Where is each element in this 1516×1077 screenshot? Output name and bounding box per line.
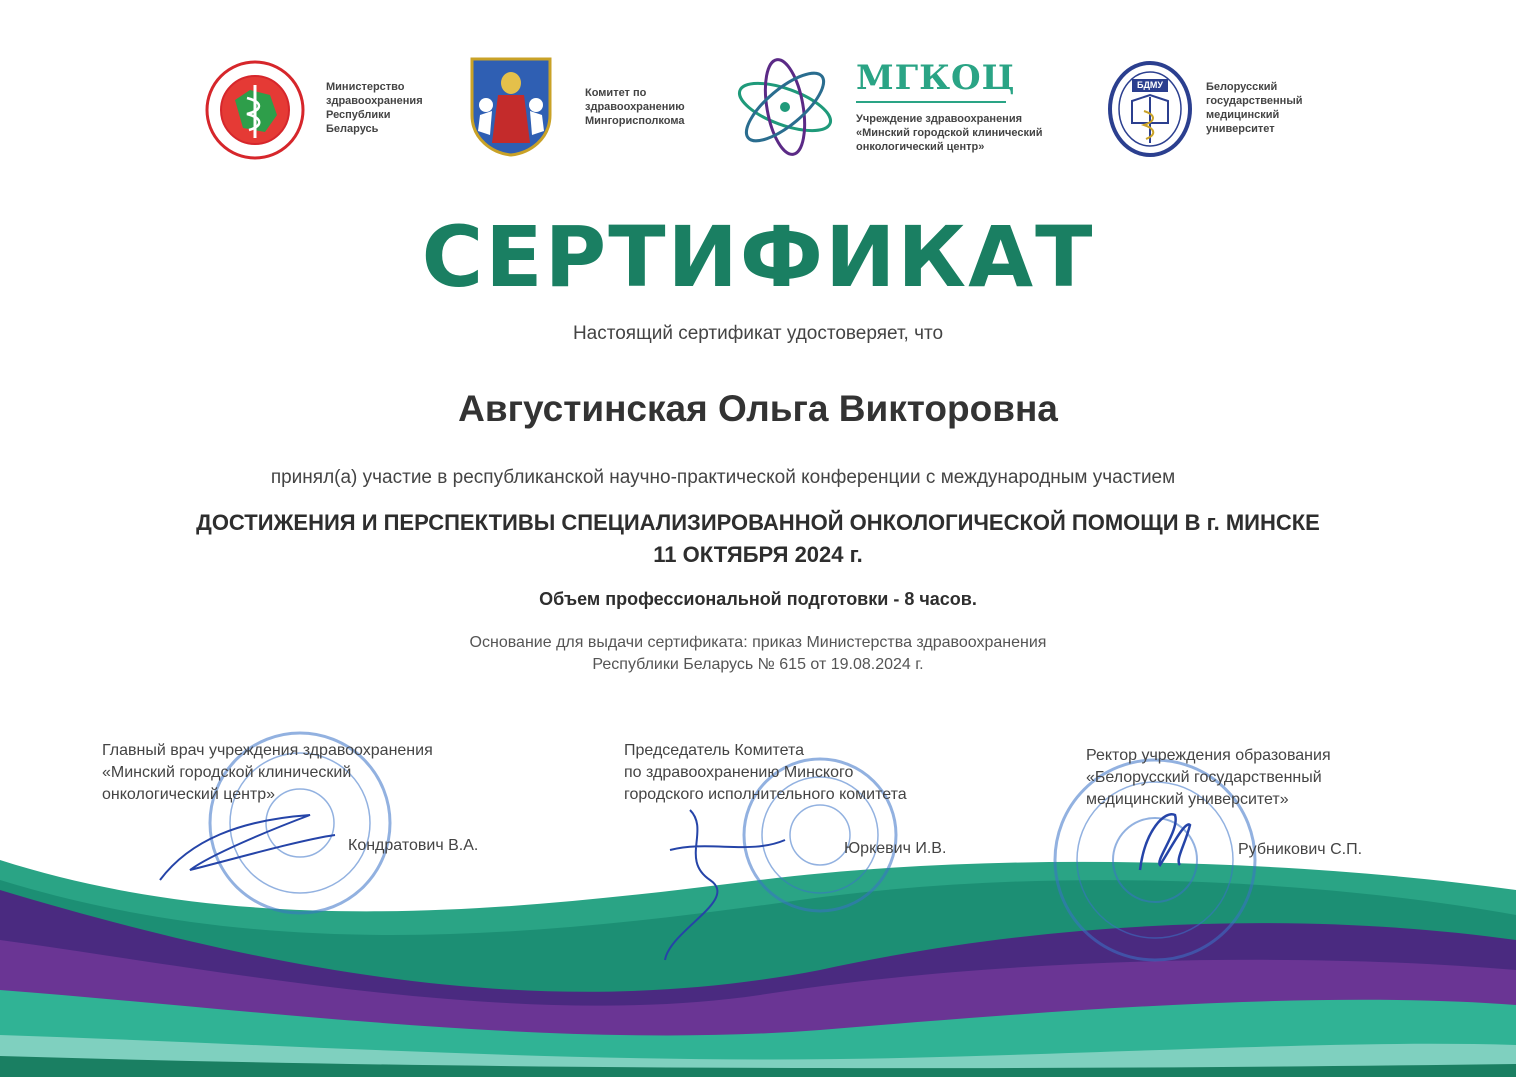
certificate-title: СЕРТИФИКАТ [421, 208, 1095, 306]
signatory-1-position: Главный врач учреждения здравоохранения «Минский городской клинический онкологический центр» [102, 742, 433, 803]
certificate-subtitle: Настоящий сертификат удостоверяет, что [572, 323, 944, 344]
basis-line-1: Основание для выдачи сертификата: приказ Министерства здравоохранения [469, 634, 1047, 651]
basis-line-2: Республики Беларусь № 615 от 19.08.2024 г. [592, 656, 924, 673]
signatory-3-position: Ректор учреждения образования «Белорусский государственный медицинский университет» [1086, 747, 1331, 808]
signatory-2-name: Юркевич И.В. [844, 840, 947, 857]
mgkoc-label: Учреждение здравоохранения «Минский городской клинический онкологический центр» [856, 113, 1043, 153]
signatory-3-name: Рубникович С.П. [1238, 841, 1363, 858]
recipient-name: Августинская Ольга Викторовна [458, 388, 1058, 429]
bsmu-badge: БДМУ [1137, 80, 1163, 90]
bsmu-label: Белорусский государственный медицинский университет [1206, 81, 1303, 135]
training-volume: Объем профессиональной подготовки - 8 часов. [539, 589, 977, 609]
signatory-2-position: Председатель Комитета по здравоохранению Минского городского исполнительного комитета [624, 742, 907, 803]
minsk-health-committee-label: Комитет по здравоохранению Мингорисполкома [585, 87, 685, 127]
ministry-health-label: Министерство здравоохранения Республики Беларусь [326, 81, 423, 135]
participation-text: принял(а) участие в республиканской научно-практической конференции с международным участием [270, 467, 1176, 488]
bsmu-emblem-icon [1108, 61, 1192, 157]
ministry-health-emblem-icon [205, 60, 305, 160]
signature-1 [150, 800, 350, 890]
mgkoc-atom-icon [732, 54, 838, 160]
signature-3 [1125, 800, 1205, 880]
signatory-1-name: Кондратович В.А. [348, 837, 479, 854]
conference-title: ДОСТИЖЕНИЯ И ПЕРСПЕКТИВЫ СПЕЦИАЛИЗИРОВАННОЙ ОНКОЛОГИЧЕСКОЙ ПОМОЩИ В г. МИНСКЕ [196, 510, 1320, 535]
minsk-coat-of-arms-icon [468, 55, 554, 157]
conference-date: 11 ОКТЯБРЯ 2024 г. [653, 542, 863, 567]
mgkoc-underline [856, 101, 1006, 103]
signature-2 [650, 800, 800, 970]
mgkoc-brand: МГКОЦ [856, 58, 1016, 98]
